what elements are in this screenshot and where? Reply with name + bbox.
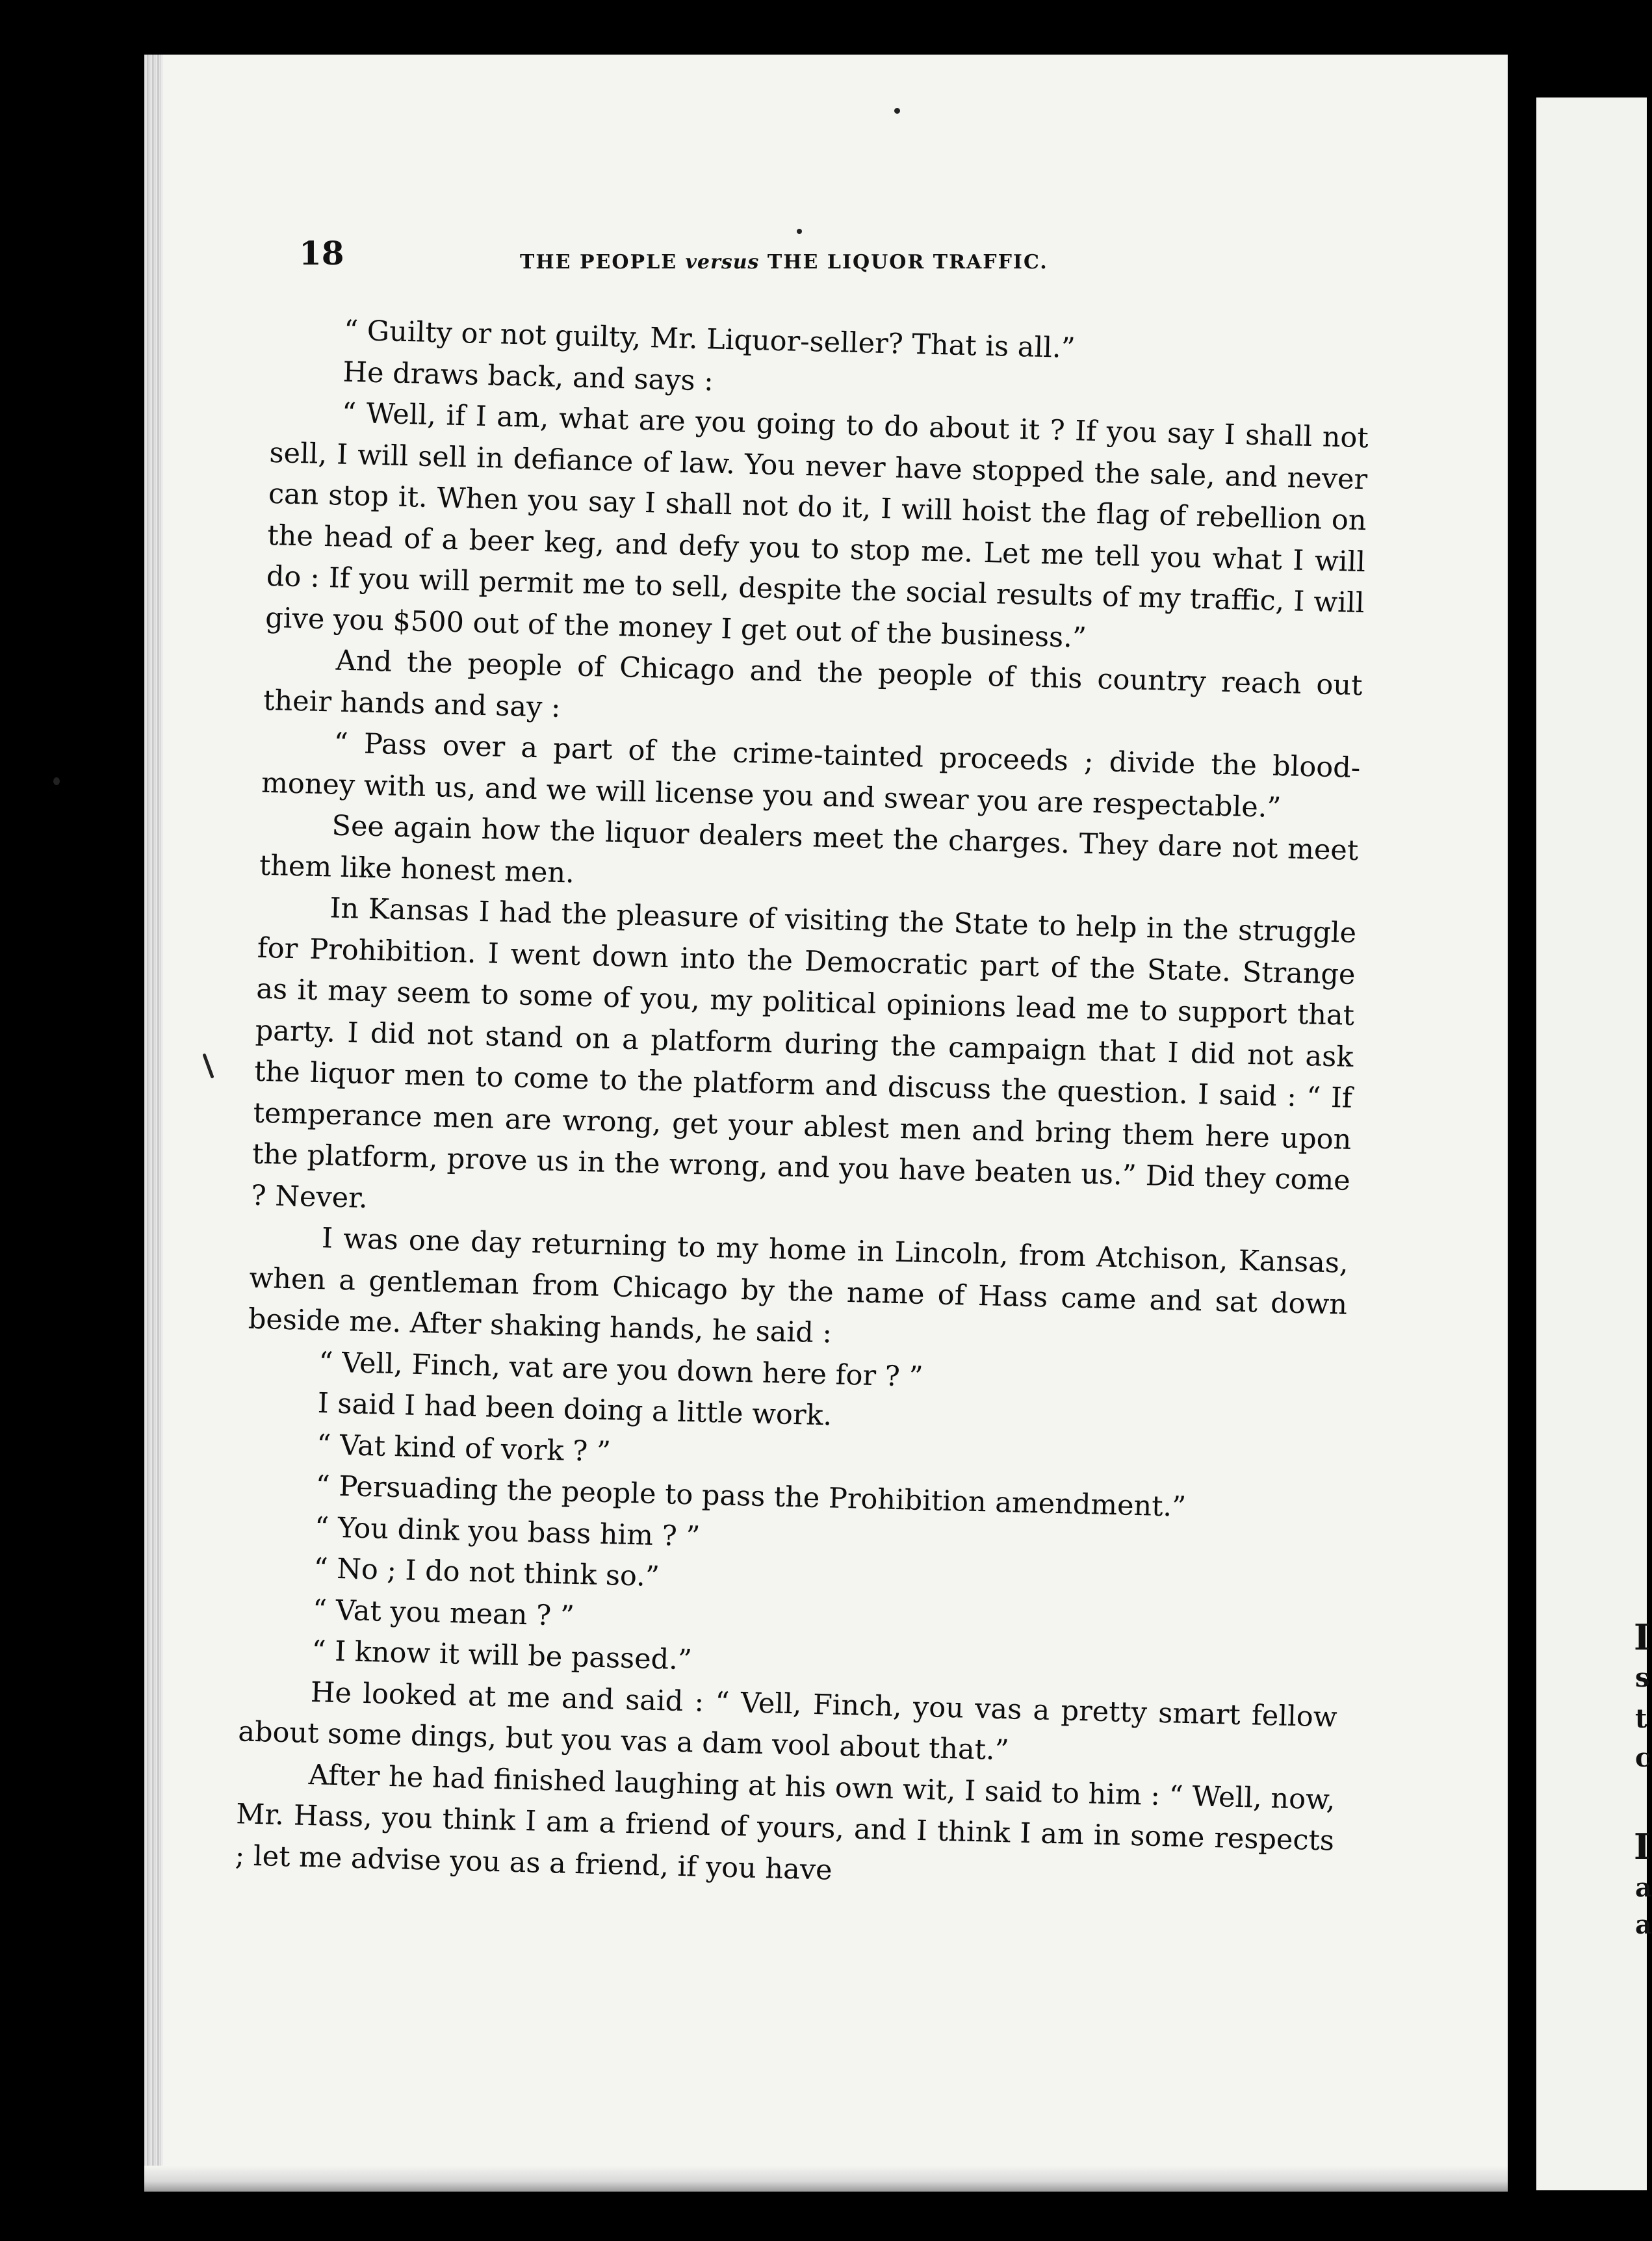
page-number: 18 — [299, 234, 344, 272]
paragraph: “ Guilty or not guilty, Mr. Liquor-seller? That is all.” — [343, 314, 1076, 365]
dust-speck — [894, 108, 900, 114]
dust-speck — [797, 229, 802, 234]
fragment-letter: a — [1635, 1910, 1652, 1940]
running-header — [299, 234, 1365, 286]
paragraph: “ Pass over a part of the crime-tainted proceeds ; divide the blood-money with us, and we will license you and swear you are respectable.” — [261, 727, 1361, 824]
running-title-part2: THE LIQUOR TRAFFIC. — [759, 251, 1048, 274]
dialogue-line: “ No ; I do not think so.” — [313, 1552, 660, 1594]
paragraph: In Kansas I had the pleasure of visiting the State to help in the struggle for Prohibition. I went down into the Democratic part of the State. Strange as it may seem to some of you, my political opinions lead me to support that party. I did not stand on a platform during the campaign that I did not ask the liquor men to come to the platform and discuss the question. I said : “ If temperance men are wrong, get your ablest men and bring them here upon the platform, prove us in the wrong, and you have beaten us.” Did they come ? Never. — [251, 892, 1357, 1215]
dialogue-line: “ Persuading the people to pass the Prohibition amendment.” — [315, 1470, 1187, 1523]
fragment-letter: a — [1635, 1872, 1652, 1903]
body-text — [235, 309, 1371, 1904]
dust-speck — [53, 777, 60, 785]
dialogue-line: I said I had been doing a little work. — [317, 1387, 832, 1432]
fragment-letter: s — [1635, 1663, 1650, 1693]
running-title — [520, 251, 1048, 274]
dialogue-line: “ Vat kind of vork ? ” — [316, 1428, 612, 1468]
paragraph: After he had finished laughing at his own wit, I said to him : “ Well, now, Mr. Hass, you think I am a friend of yours, and I think I am in some respects ; let me advise you as a friend, if you have — [235, 1758, 1336, 1887]
dialogue-line: “ I know it will be passed.” — [311, 1635, 693, 1677]
running-title-part1: THE PEOPLE — [520, 251, 686, 274]
fragment-letter: c — [1635, 1742, 1651, 1773]
paragraph: I was one day returning to my home in Lincoln, from Atchison, Kansas, when a gentleman from Chicago by the name of Hass came and sat down beside me. After shaking hands, he said : — [248, 1222, 1349, 1350]
paragraph: And the people of Chicago and the people of this country reach out their hands and say : — [263, 644, 1363, 724]
adjacent-page-fragment — [1536, 97, 1652, 2190]
fragment-letter: t — [1635, 1703, 1647, 1734]
fragment-letter: I — [1634, 1826, 1651, 1867]
dialogue-line: “ You dink you bass him ? ” — [314, 1510, 701, 1553]
page-edge-left — [144, 55, 162, 2192]
dialogue-line: “ Vell, Finch, vat are you down here for ? ” — [318, 1345, 924, 1393]
fragment-letter: I — [1634, 1616, 1651, 1658]
paragraph: He draws back, and says : — [342, 356, 714, 398]
running-title-italic: versus — [685, 251, 760, 274]
dialogue-line: “ Vat you mean ? ” — [312, 1593, 575, 1633]
paragraph: “ Well, if I am, what are you going to do about it ? If you say I shall not sell, I will sell in defiance of law. You never have stopped the sale, and never can stop it. When you say I shall not do it, I will hoist the flag of rebellion on the head of a beer keg, and defy you to stop me. Let me tell you what I will do : If you will permit me to sell, despite the social results of my traffic, I will give you $500 out of the money I get out of the business.” — [265, 396, 1369, 654]
paragraph: See again how the liquor dealers meet the charges. They dare not meet them like honest men. — [259, 809, 1359, 890]
page-edge-bottom — [144, 2166, 1508, 2192]
paragraph: He looked at me and said : “ Vell, Finch, you vas a pretty smart fellow about some dings, but you vas a dam vool about that.” — [237, 1676, 1338, 1767]
